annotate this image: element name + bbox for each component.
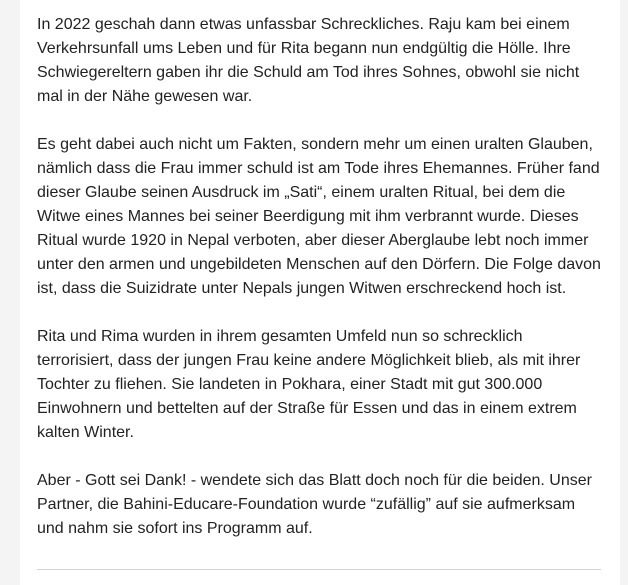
- article-body: [37, 13, 611, 565]
- paragraph-2: Es geht dabei auch nicht um Fakten, sondern mehr um einen uralten Glauben, nämlich dass die Frau immer schuld ist am Tode ihres Ehemannes. Früher fand dieser Glaube seinen Ausdruck im „Sati“, einem uralten Ritual, bei dem die Witwe eines Mannes bei seiner Beerdigung mit ihm verbrannt wurde. Dieses Ritual wurde 1920 in Nepal verboten, aber dieser Aberglaube lebt noch immer unter den armen und ungebildeten Menschen auf den Dörfern. Die Folge davon ist, dass die Suizidrate unter Nepals jungen Witwen erschreckend hoch ist.: [37, 136, 601, 297]
- divider: [37, 569, 601, 570]
- paragraph-1: In 2022 geschah dann etwas unfassbar Schreckliches. Raju kam bei einem Verkehrsunfall ums Leben und für Rita begann nun endgültig die Hölle. Ihre Schwiegereltern gaben ihr die Schuld am Tod ihres Sohnes, obwohl sie nicht mal in der Nähe gewesen war.: [37, 16, 580, 105]
- article-card: [20, 0, 620, 585]
- paragraph-4: Aber - Gott sei Dank! - wendete sich das Blatt doch noch für die beiden. Unser Partner, die Bahini-Educare-Foundation wurde “zufällig” auf sie aufmerksam und nahm sie sofort ins Programm auf.: [37, 472, 592, 537]
- paragraph-3: Rita und Rima wurden in ihrem gesamten Umfeld nun so schrecklich terrorisiert, dass der jungen Frau keine andere Möglichkeit blieb, als mit ihrer Tochter zu fliehen. Sie landeten in Pokhara, einer Stadt mit gut 300.000 Einwohnern und bettelten auf der Straße für Essen und das in einem extrem kalten Winter.: [37, 328, 581, 441]
